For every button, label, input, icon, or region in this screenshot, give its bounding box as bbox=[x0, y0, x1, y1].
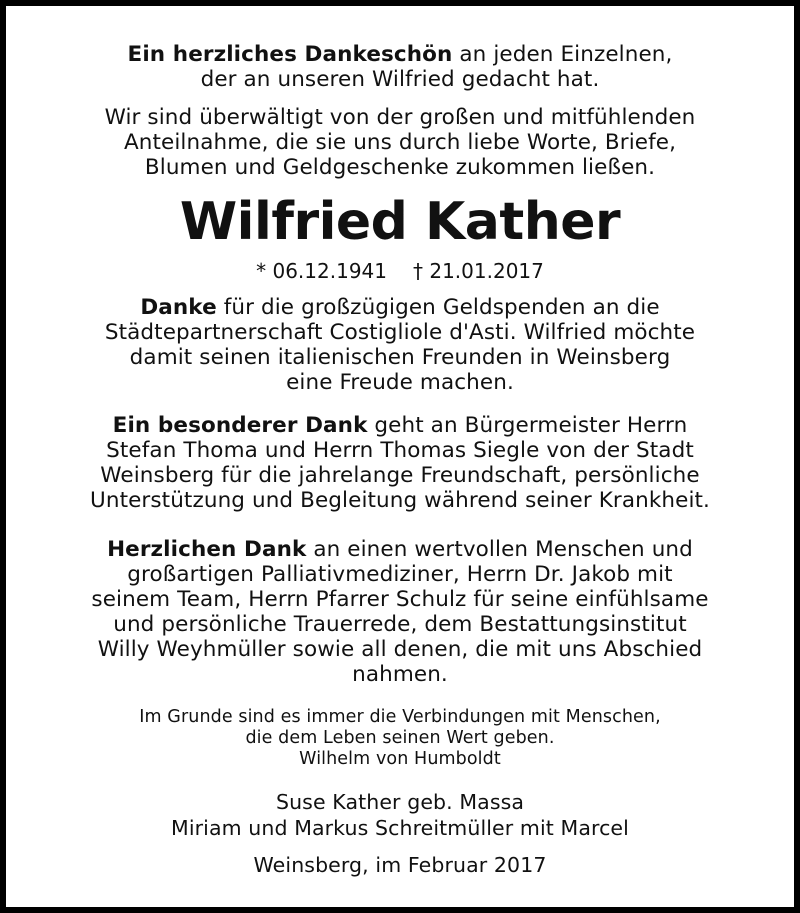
birth-date: * 06.12.1941 bbox=[256, 259, 387, 283]
death-date: † 21.01.2017 bbox=[413, 259, 544, 283]
sympathy-line: Blumen und Geldgeschenke zukommen ließen. bbox=[144, 155, 656, 180]
special-thanks-paragraph bbox=[6, 413, 794, 513]
intro-line-1-rest: an jeden Einzelnen, bbox=[452, 42, 673, 67]
sympathy-paragraph bbox=[6, 105, 794, 180]
heartfelt-thanks-line: großartigen Palliativmediziner, Herrn Dr. Jakob mit bbox=[127, 562, 673, 587]
special-thanks-line: Stefan Thoma und Herrn Thomas Siegle von der Stadt bbox=[106, 438, 694, 463]
signer-line: Miriam und Markus Schreitmüller mit Marcel bbox=[171, 816, 629, 840]
special-thanks-line-1-rest: geht an Bürgermeister Herrn bbox=[367, 413, 688, 438]
quote-author: Wilhelm von Humboldt bbox=[299, 749, 501, 769]
special-thanks-line: Weinsberg für die jahrelange Freundschaft, persönliche bbox=[100, 463, 700, 488]
quote-line: Im Grunde sind es immer die Verbindungen mit Menschen, bbox=[139, 707, 661, 727]
intro-bold-phrase: Ein herzliches Dankeschön bbox=[127, 42, 453, 67]
heartfelt-thanks-bold: Herzlichen Dank bbox=[107, 537, 307, 562]
sympathy-line: Wir sind überwältigt von der großen und mitfühlenden bbox=[104, 105, 696, 130]
heartfelt-thanks-paragraph bbox=[6, 537, 794, 687]
thanks-donations-line: damit seinen italienischen Freunden in Weinsberg bbox=[129, 345, 671, 370]
heartfelt-thanks-line: Willy Weyhmüller sowie all denen, die mit uns Abschied bbox=[97, 637, 703, 662]
special-thanks-line-1 bbox=[6, 413, 794, 438]
deceased-name: Wilfried Kather bbox=[179, 192, 621, 252]
quote-line: die dem Leben seinen Wert geben. bbox=[245, 728, 555, 748]
thanks-donations-bold: Danke bbox=[140, 295, 217, 320]
thanks-donations-line: Städtepartnerschaft Costigliole d'Asti. Wilfried möchte bbox=[104, 320, 696, 345]
heartfelt-thanks-line-1 bbox=[6, 537, 794, 562]
intro-paragraph bbox=[6, 42, 794, 92]
signer-line: Suse Kather geb. Massa bbox=[275, 790, 525, 814]
intro-line-1 bbox=[6, 42, 794, 67]
heartfelt-thanks-line: und persönliche Trauerrede, dem Bestattungsinstitut bbox=[113, 612, 687, 637]
heartfelt-thanks-line: nahmen. bbox=[352, 662, 448, 687]
thanks-donations-line-1-rest: für die großzügigen Geldspenden an die bbox=[216, 295, 660, 320]
special-thanks-line: Unterstützung und Begleitung während seiner Krankheit. bbox=[90, 488, 710, 513]
intro-line-2: der an unseren Wilfried gedacht hat. bbox=[200, 67, 600, 92]
heartfelt-thanks-line-1-rest: an einen wertvollen Menschen und bbox=[306, 537, 693, 562]
heartfelt-thanks-line: seinem Team, Herrn Pfarrer Schulz für seine einfühlsame bbox=[91, 587, 709, 612]
place-and-date: Weinsberg, im Februar 2017 bbox=[253, 853, 547, 877]
sympathy-line: Anteilnahme, die sie uns durch liebe Worte, Briefe, bbox=[123, 130, 677, 155]
signers bbox=[6, 789, 794, 841]
life-dates bbox=[6, 258, 794, 284]
thanks-donations-line-1 bbox=[6, 295, 794, 320]
thanks-donations-paragraph bbox=[6, 295, 794, 395]
special-thanks-bold: Ein besonderer Dank bbox=[112, 413, 368, 438]
thanks-donations-line: eine Freude machen. bbox=[286, 370, 514, 395]
quote bbox=[6, 707, 794, 770]
